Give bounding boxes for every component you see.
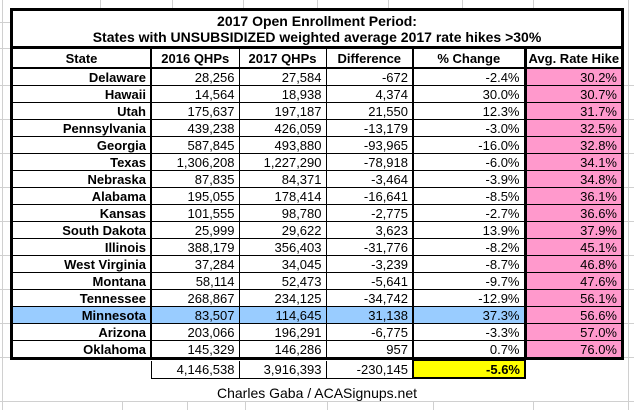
state-cell: Georgia xyxy=(13,137,151,154)
pct-change-cell: 30.0% xyxy=(413,86,525,103)
qhp-2017-cell: 84,371 xyxy=(239,171,326,188)
gridline xyxy=(388,0,389,8)
pct-change-cell: 13.9% xyxy=(413,222,525,239)
title-line-1: 2017 Open Enrollment Period: xyxy=(217,13,417,29)
table-row xyxy=(13,341,621,358)
state-cell: Montana xyxy=(13,273,151,290)
table-row xyxy=(13,86,621,103)
difference-cell: -3,239 xyxy=(326,256,413,273)
table-row xyxy=(13,137,621,154)
qhp-2016-cell: 87,835 xyxy=(151,171,239,188)
pct-change-cell: -3.3% xyxy=(413,324,525,341)
gridline xyxy=(0,255,10,256)
qhp-2016-cell: 37,284 xyxy=(151,256,239,273)
source-credit: Charles Gaba / ACASignups.net xyxy=(216,385,417,401)
qhp-2017-cell: 29,622 xyxy=(239,222,326,239)
difference-cell: 957 xyxy=(326,341,413,358)
totals-section xyxy=(10,360,624,379)
state-cell: Pennsylvania xyxy=(13,120,151,137)
gridline xyxy=(533,401,534,410)
state-cell: Minnesota xyxy=(13,307,151,324)
totals-row xyxy=(13,360,621,379)
gridline xyxy=(100,0,101,8)
qhp-2016-cell: 587,845 xyxy=(151,137,239,154)
avg-rate-hike-cell: 36.1% xyxy=(525,188,621,205)
qhp-2016-cell: 14,564 xyxy=(151,86,239,103)
table-row xyxy=(13,222,621,239)
gridline xyxy=(0,357,10,358)
gridline xyxy=(245,401,246,410)
qhp-2016-cell: 145,329 xyxy=(151,341,239,358)
table-title xyxy=(13,11,621,49)
gridline xyxy=(624,119,634,120)
table-row xyxy=(13,68,621,86)
qhp-2016-cell: 175,637 xyxy=(151,103,239,120)
gridline xyxy=(317,0,318,8)
avg-rate-hike-cell: 31.7% xyxy=(525,103,621,120)
qhp-2016-cell: 439,238 xyxy=(151,120,239,137)
gridline xyxy=(327,401,328,410)
qhp-2016-cell: 28,256 xyxy=(151,68,239,86)
qhp-2016-cell: 195,055 xyxy=(151,188,239,205)
qhp-2017-cell: 356,403 xyxy=(239,239,326,256)
gridline xyxy=(0,22,10,23)
qhp-2017-cell: 98,780 xyxy=(239,205,326,222)
table-row xyxy=(13,256,621,273)
qhp-2017-cell: 27,584 xyxy=(239,68,326,86)
pct-change-cell: 37.3% xyxy=(413,307,525,324)
gridline xyxy=(624,323,634,324)
difference-cell: -31,776 xyxy=(326,239,413,256)
gridline xyxy=(624,255,634,256)
difference-cell: -6,775 xyxy=(326,324,413,341)
header-row xyxy=(13,49,621,68)
gridline xyxy=(462,0,463,8)
qhp-2016-cell: 268,867 xyxy=(151,290,239,307)
difference-cell: 21,550 xyxy=(326,103,413,120)
avg-rate-hike-cell: 34.1% xyxy=(525,154,621,171)
qhp-2017-cell: 178,414 xyxy=(239,188,326,205)
total-pct-change: -5.6% xyxy=(413,361,525,379)
pct-change-cell: -12.9% xyxy=(413,290,525,307)
qhp-2017-cell: 197,187 xyxy=(239,103,326,120)
gridline xyxy=(2,0,3,410)
pct-change-cell: -3.0% xyxy=(413,120,525,137)
pct-change-cell: -3.9% xyxy=(413,171,525,188)
state-cell: Hawaii xyxy=(13,86,151,103)
difference-cell: 31,138 xyxy=(326,307,413,324)
table-row xyxy=(13,324,621,341)
table-row xyxy=(13,171,621,188)
difference-cell: -672 xyxy=(326,68,413,86)
difference-cell: -93,965 xyxy=(326,137,413,154)
avg-rate-hike-cell: 76.0% xyxy=(525,341,621,358)
avg-rate-hike-cell: 36.6% xyxy=(525,205,621,222)
column-header-2017-qhps: 2017 QHPs xyxy=(239,49,326,68)
data-table xyxy=(13,49,621,357)
gridline xyxy=(624,357,634,358)
gridline xyxy=(0,221,10,222)
column-header-difference: Difference xyxy=(326,49,413,68)
total-2016-qhps: 4,146,538 xyxy=(151,361,239,379)
table-row xyxy=(13,205,621,222)
pct-change-cell: -9.7% xyxy=(413,273,525,290)
table-row xyxy=(13,188,621,205)
gridline xyxy=(0,85,10,86)
avg-rate-hike-cell: 46.8% xyxy=(525,256,621,273)
avg-rate-hike-cell: 56.1% xyxy=(525,290,621,307)
difference-cell: -2,775 xyxy=(326,205,413,222)
state-cell: Delaware xyxy=(13,68,151,86)
gridline xyxy=(187,401,188,410)
pct-change-cell: 0.7% xyxy=(413,341,525,358)
gridline xyxy=(433,401,434,410)
gridline xyxy=(624,85,634,86)
pct-change-cell: -8.2% xyxy=(413,239,525,256)
qhp-2017-cell: 114,645 xyxy=(239,307,326,324)
table-body xyxy=(13,68,621,357)
qhp-2016-cell: 1,306,208 xyxy=(151,154,239,171)
difference-cell: -78,918 xyxy=(326,154,413,171)
gridline xyxy=(172,0,173,8)
pct-change-cell: -6.0% xyxy=(413,154,525,171)
difference-cell: -5,641 xyxy=(326,273,413,290)
qhp-2017-cell: 18,938 xyxy=(239,86,326,103)
state-cell: Nebraska xyxy=(13,171,151,188)
table-row xyxy=(13,103,621,120)
table-row xyxy=(13,239,621,256)
table-row xyxy=(13,154,621,171)
table-row xyxy=(13,290,621,307)
avg-rate-hike-cell: 32.8% xyxy=(525,137,621,154)
state-cell: South Dakota xyxy=(13,222,151,239)
state-cell: Arizona xyxy=(13,324,151,341)
qhp-2016-cell: 58,114 xyxy=(151,273,239,290)
avg-rate-hike-cell: 47.6% xyxy=(525,273,621,290)
totals-empty-state-cell xyxy=(13,361,151,379)
avg-rate-hike-cell: 57.0% xyxy=(525,324,621,341)
table-row xyxy=(13,307,621,324)
title-line-2: States with UNSUBSIDIZED weighted average 2017 rate hikes >30% xyxy=(92,29,542,45)
pct-change-cell: 12.3% xyxy=(413,103,525,120)
gridline xyxy=(122,401,123,410)
enrollment-report xyxy=(10,8,624,402)
qhp-2017-cell: 234,125 xyxy=(239,290,326,307)
total-difference: -230,145 xyxy=(326,361,413,379)
gridline xyxy=(624,289,634,290)
qhp-2017-cell: 52,473 xyxy=(239,273,326,290)
state-cell: West Virginia xyxy=(13,256,151,273)
qhp-2016-cell: 388,179 xyxy=(151,239,239,256)
qhp-2017-cell: 34,045 xyxy=(239,256,326,273)
difference-cell: -34,742 xyxy=(326,290,413,307)
pct-change-cell: -16.0% xyxy=(413,137,525,154)
column-header-pct-change: % Change xyxy=(413,49,525,68)
avg-rate-hike-cell: 37.9% xyxy=(525,222,621,239)
table-row xyxy=(13,273,621,290)
gridline xyxy=(628,0,629,410)
qhp-2016-cell: 203,066 xyxy=(151,324,239,341)
state-cell: Texas xyxy=(13,154,151,171)
pct-change-cell: -2.4% xyxy=(413,68,525,86)
state-cell: Kansas xyxy=(13,205,151,222)
difference-cell: -13,179 xyxy=(326,120,413,137)
avg-rate-hike-cell: 56.6% xyxy=(525,307,621,324)
qhp-2016-cell: 101,555 xyxy=(151,205,239,222)
avg-rate-hike-cell: 34.8% xyxy=(525,171,621,188)
difference-cell: 3,623 xyxy=(326,222,413,239)
column-header-state: State xyxy=(13,49,151,68)
pct-change-cell: -8.7% xyxy=(413,256,525,273)
avg-rate-hike-cell: 30.7% xyxy=(525,86,621,103)
gridline xyxy=(243,0,244,8)
totals-empty-rate-cell xyxy=(525,361,621,379)
total-2017-qhps: 3,916,393 xyxy=(239,361,326,379)
avg-rate-hike-cell: 30.2% xyxy=(525,68,621,86)
qhp-2017-cell: 196,291 xyxy=(239,324,326,341)
state-cell: Oklahoma xyxy=(13,341,151,358)
gridline xyxy=(0,153,10,154)
column-header-2016-qhps: 2016 QHPs xyxy=(151,49,239,68)
qhp-2016-cell: 25,999 xyxy=(151,222,239,239)
gridline xyxy=(0,289,10,290)
gridline xyxy=(0,187,10,188)
qhp-2017-cell: 426,059 xyxy=(239,120,326,137)
avg-rate-hike-cell: 45.1% xyxy=(525,239,621,256)
pct-change-cell: -8.5% xyxy=(413,188,525,205)
state-cell: Alabama xyxy=(13,188,151,205)
qhp-2017-cell: 146,286 xyxy=(239,341,326,358)
column-header-avg-rate-hike: Avg. Rate Hike xyxy=(525,49,621,68)
pct-change-cell: -2.7% xyxy=(413,205,525,222)
difference-cell: -3,464 xyxy=(326,171,413,188)
gridline xyxy=(624,221,634,222)
gridline xyxy=(0,48,10,49)
gridline xyxy=(0,119,10,120)
qhp-2017-cell: 493,880 xyxy=(239,137,326,154)
qhp-2016-cell: 83,507 xyxy=(151,307,239,324)
enrollment-table xyxy=(10,8,624,360)
difference-cell: 4,374 xyxy=(326,86,413,103)
difference-cell: -16,641 xyxy=(326,188,413,205)
table-row xyxy=(13,120,621,137)
qhp-2017-cell: 1,227,290 xyxy=(239,154,326,171)
state-cell: Utah xyxy=(13,103,151,120)
avg-rate-hike-cell: 32.5% xyxy=(525,120,621,137)
gridline xyxy=(0,323,10,324)
gridline xyxy=(533,0,534,8)
state-cell: Illinois xyxy=(13,239,151,256)
gridline xyxy=(624,153,634,154)
gridline xyxy=(624,187,634,188)
state-cell: Tennessee xyxy=(13,290,151,307)
